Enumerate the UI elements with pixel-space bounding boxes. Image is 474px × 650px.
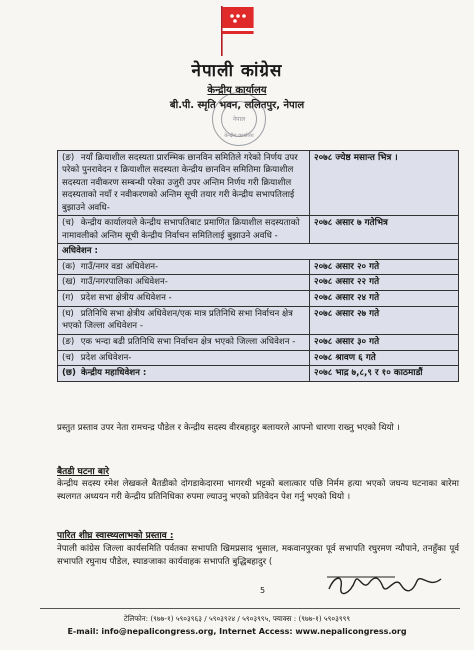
footer-contact: E-mail: info@nepalicongress.org, Internet Access: www.nepalicongress.org [67,627,407,636]
row-description: (च) प्रदेश अधिवेशन- [58,350,310,366]
section-header-row [58,244,459,259]
condolence-paragraph: नेपाली कांग्रेस जिल्ला कार्यसमिति पर्वतका सभापति खिमप्रसाद भुसाल, मकवानपुरका पूर्व सभापति रघुरमण न्यौपाने, तनहुँका पूर्व सभापति रघुनाथ पौडेल, स्याङजाका कार्यवाहक सभापति बुद्धिबहादुर ( [57,544,459,568]
table-row [58,366,459,382]
row-description: (छ) केन्द्रीय महाधिवेशन : [58,366,310,382]
row-date: २०७८ श्रावण ६ गते [310,350,459,366]
table-row [58,151,459,216]
organization-name: नेपाली कांग्रेस [191,61,283,81]
baitadi-heading: बैतडी घटना बारे [57,467,110,477]
baitadi-paragraph: केन्द्रीय सदस्य रमेश लेखकले बैतडीको दोगडाकेदारमा भागरथी भट्टको बलात्कार पछि निर्मम हत्या भएको जघन्य घटनाका बारेमा स्थलगत अध्ययन गरी केन्द्रीय प्रतिनिधिका रुपमा ल्याउनु भएको प्रतिवेदन पेश गर्नु भएको थियो । [57,479,459,503]
row-date: २०७८ भाद्र ७,८,९ र १० काठमाडौं [310,366,459,382]
office-seal-stamp [212,92,266,146]
handwritten-signature [325,569,445,599]
party-flag-logo [218,4,258,56]
proposal-paragraph: प्रस्तुत प्रस्ताव उपर नेता रामचन्द्र पौडेल र केन्द्रीय सदस्य वीरबहादुर बलायरले आफ्नो धारणा राख्नु भएको थियो । [57,423,400,433]
section-title: अधिवेशन : [58,244,459,259]
row-description: (घ) प्रतिनिधि सभा क्षेत्रीय अधिवेशन/एक मात्र प्रतिनिधि सभा निर्वाचन क्षेत्र भएको जिल्ला अधिवेशन - [58,306,310,334]
footer-phones: टेलिफोन: (९७७-१) ५९०३९६३ / ५९०३९२४ / ५९०३९९५, फ्याक्स : (९७७-१) ५९०३९९९ [123,614,351,623]
table-row [58,275,459,291]
row-description: (ख) गाउँ/नगरपालिका अधिवेशन- [58,275,310,291]
row-date: २०७८ असार २० गते [310,259,459,275]
table-row [58,334,459,350]
footer-divider [40,608,460,609]
row-date: २०७८ असार २२ गते [310,275,459,291]
page-number: 5 [260,586,266,595]
row-description: (ग) प्रदेश सभा क्षेत्रीय अधिवेशन - [58,291,310,307]
table-row [58,306,459,334]
condolence-heading: पारित शीघ्र स्वास्थ्यलाभको प्रस्ताव : [57,531,174,541]
table-row [58,259,459,275]
table-row [58,350,459,366]
office-address: बी.पी. स्मृति भवन, ललितपुर, नेपाल [169,100,305,111]
row-date: २०७८ असार ७ गतेभित्र [310,216,459,244]
row-date: २०७८ असार २७ गते [310,306,459,334]
table-row [58,291,459,307]
schedule-table [57,150,459,382]
row-description: (ङ) एक भन्दा बढी प्रतिनिधि सभा निर्वाचन क्षेत्र भएको जिल्ला अधिवेशन - [58,334,310,350]
row-date: २०७८ असार २४ गते [310,291,459,307]
office-name: केन्द्रीय कार्यालय [207,85,267,96]
stamp-subtext: केन्द्रीय कार्यालय [224,133,254,139]
table-row [58,216,459,244]
stamp-text: नेपाल [232,116,246,123]
row-description: (च) केन्द्रीय कार्यालयले केन्द्रीय सभापतिबाट प्रमाणित क्रियाशील सदस्यताको नामावलीको अन्तिम सूची केन्द्रीय निर्वाचन समितिलाई बुझाउने अवधि - [58,216,310,244]
row-description: (क) गाउँ/नगर वडा अधिवेशन- [58,259,310,275]
row-date: २०७८ ज्येष्ठ मसान्त भित्र । [310,151,459,216]
row-date: २०७८ असार ३० गते [310,334,459,350]
row-description: (ङ) नयाँ क्रियाशील सदस्यता प्रारम्भिक छानविन समितिले गरेको निर्णय उपर परेको पुनरावेदन र क्रियाशील सदस्यता केन्द्रीय छानविन समितिमा क्रियाशील सदस्यता नवीकरण सम्बन्धी परेका उजुरी उपर अन्तिम निर्णय गरी क्रियाशील सदस्यताको नयाँ र नवीकरणको अन्तिम सूची तयार गरी केन्द्रीय सभापतिलाई बुझाउने अवधि- [58,151,310,216]
